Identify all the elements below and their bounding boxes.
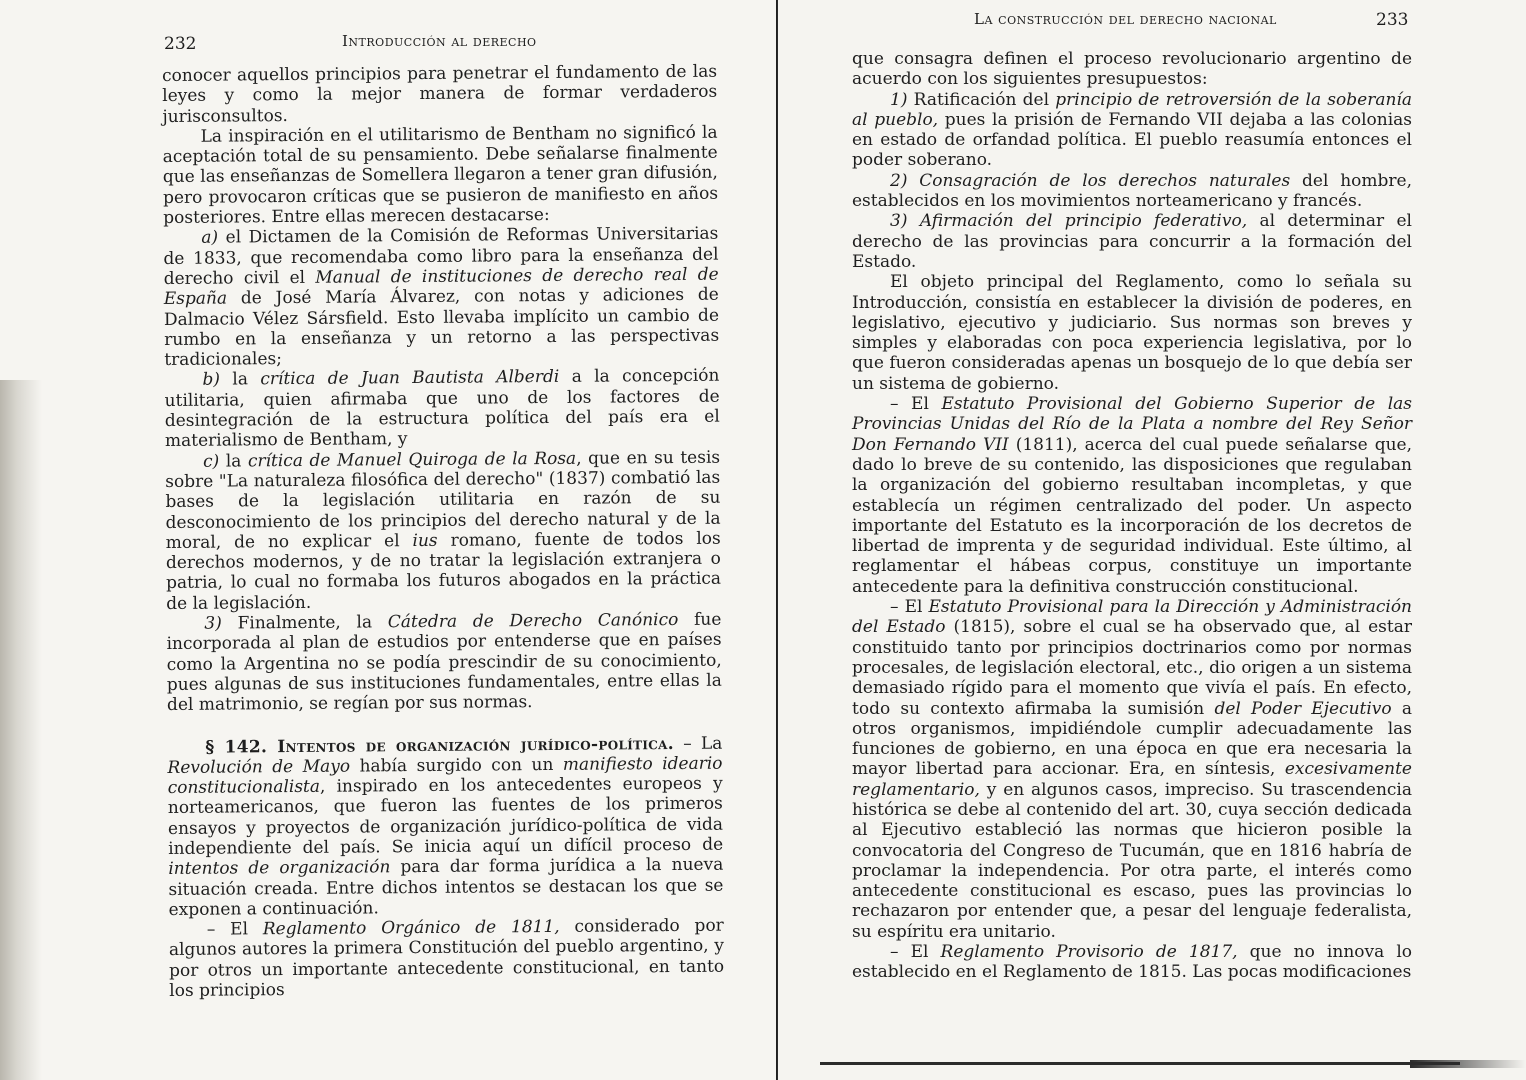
list-item: 2) Consagración de los derechos naturales del hombre, establecidos en los movimientos norteamericano y francés. — [852, 170, 1413, 212]
paragraph: 3) Finalmente, la Cátedra de Derecho Canónico fue incorporada al plan de estudios por entenderse que en países como la Argentina no se podía prescindir de su conocimiento, pues algunas de sus instituciones fundamentales, entre ellas la del matrimonio, se regían por sus normas. — [166, 609, 722, 716]
list-item: 1) Ratificación del principio de retroversión de la soberanía al pueblo, pues la prisión de Fernando VII dejaba a las colonias en estado de orfandad política. El pueblo reasumía entonces el poder soberano. — [852, 89, 1413, 171]
list-item: b) la crítica de Juan Bautista Alberdi a la concepción utilitaria, quien afirmaba que uno de los factores de desintegración de la estructura política del país era el materialismo de Bentham, y — [164, 366, 720, 452]
right-page — [778, 0, 1526, 1080]
section-paragraph: § 142. Intentos de organización jurídico-política. – La Revolución de Mayo había surgido con un manifiesto ideario constitucionalista, inspirado en los antecedentes europeos y norteamericanos, que fueron las fuentes de los primeros ensayos y proyectos de organización jurídico-política de vida independiente del país. Se inicia aquí un difícil proceso de intentos de organización para dar forma jurídica a la nueva situación creada. Entre dichos intentos se destacan los que se exponen a continuación. — [167, 733, 724, 920]
paragraph: – El Reglamento Provisorio de 1817, que no innova lo establecido en el Reglamento de 1815. Las pocas modificaciones — [852, 942, 1413, 983]
running-head: Introducción al derecho — [342, 32, 537, 50]
bottom-rule — [820, 1062, 1460, 1065]
paragraph: conocer aquellos principios para penetrar el fundamento de las leyes y como la mejor manera de formar verdaderos jurisconsultos. — [162, 61, 718, 127]
paragraph: – El Estatuto Provisional para la Dirección y Administración del Estado (1815), sobre el cual se ha observado que, al estar constituido tanto por principios doctrinarios como por normas procesales, de legislación electoral, etc., dio origen a un sistema demasiado rígido para el momento que vivía el país. En efecto, todo su contexto afirmaba la sumisión del Poder Ejecutivo a otros organismos, impidiéndole cumplir adecuadamente las funciones de gobierno, en una época en que era necesaria la mayor libertad para accionar. Era, en síntesis, excesivamente reglamentario, y en algunos casos, impreciso. Su trascendencia histórica se debe al contenido del art. 30, cuya sección dedicada al Ejecutivo estableció las normas que hicieron posible la convocatoria del Congreso de Tucumán, que en 1816 habría de proclamar la independencia. Por otra parte, el interés como antecedente constitucional es escaso, pues las provincias lo rechazaron por entender que, a pesar del lenguaje federalista, su espíritu era unitario. — [852, 597, 1413, 942]
body-text — [162, 62, 724, 1002]
list-item: a) el Dictamen de la Comisión de Reformas Universitarias de 1833, que recomendaba como libro para la enseñanza del derecho civil el Manual de instituciones de derecho real de España de José María Álvarez, con notas y adiciones de Dalmacio Vélez Sársfield. Esto llevaba implícito un cambio de rumbo en la enseñanza y un retorno a las perspectivas tradicionales; — [163, 224, 720, 371]
bottom-rule-fade — [1410, 1060, 1526, 1068]
page-number: 232 — [164, 34, 197, 54]
paragraph: – El Estatuto Provisional del Gobierno Superior de las Provincias Unidas del Río de la Plata a nombre del Rey Señor Don Fernando VII (1811), acerca del cual puede señalarse que, dado lo breve de su contenido, las disposiciones que regulaban la organización del gobierno resultaban incompletas, y que establecía un régimen centralizado del poder. Un aspecto importante del Estatuto es la incorporación de los decretos de libertad de imprenta y de seguridad individual. Este último, al reglamentar el hábeas corpus, constituye un importante antecedente para la definitiva construcción constitucional. — [852, 394, 1413, 597]
body-text — [852, 49, 1412, 983]
list-item: 3) Afirmación del principio federativo, al determinar el derecho de las provincias para concurrir a la formación del Estado. — [852, 211, 1412, 272]
page-edge-shadow — [0, 380, 42, 1080]
running-head: La construcción del derecho nacional — [974, 10, 1277, 28]
page-number: 233 — [1376, 10, 1409, 30]
paragraph: El objeto principal del Reglamento, como lo señala su Introducción, consistía en establecer la división de poderes, en legislativo, ejecutivo y judiciario. Sus normas son breves y simples y elaboradas con poca experiencia legislativa, por lo que fueron consideradas apenas un bosquejo de lo que debía ser un sistema de gobierno. — [852, 272, 1412, 394]
paragraph: – El Reglamento Orgánico de 1811, considerado por algunos autores la primera Constitución del pueblo argentino, y por otros un importante antecedente constitucional, en tanto los principios — [168, 915, 725, 1002]
paragraph: La inspiración en el utilitarismo de Bentham no significó la aceptación total de su pensamiento. Debe señalarse finalmente que las enseñanzas de Somellera llegaron a tener gran difusión, pero provocaron críticas que se pusieron de manifiesto en años posteriores. Entre ellas merecen destacarse: — [162, 122, 719, 229]
list-item: c) la crítica de Manuel Quiroga de la Rosa, que en su tesis sobre "La naturaleza filosófica del derecho" (1837) combatió las bases de la legislación utilitaria en razón de su desconocimiento de los principios del derecho natural y de la moral, de no explicar el ius romano, fuente de todos los derechos modernos, y de no tratar la legislación extranjera o patria, lo cual no formaba los futuros abogados en la práctica de la legislación. — [165, 447, 722, 614]
paragraph: que consagra definen el proceso revolucionario argentino de acuerdo con los siguientes presupuestos: — [852, 49, 1412, 90]
